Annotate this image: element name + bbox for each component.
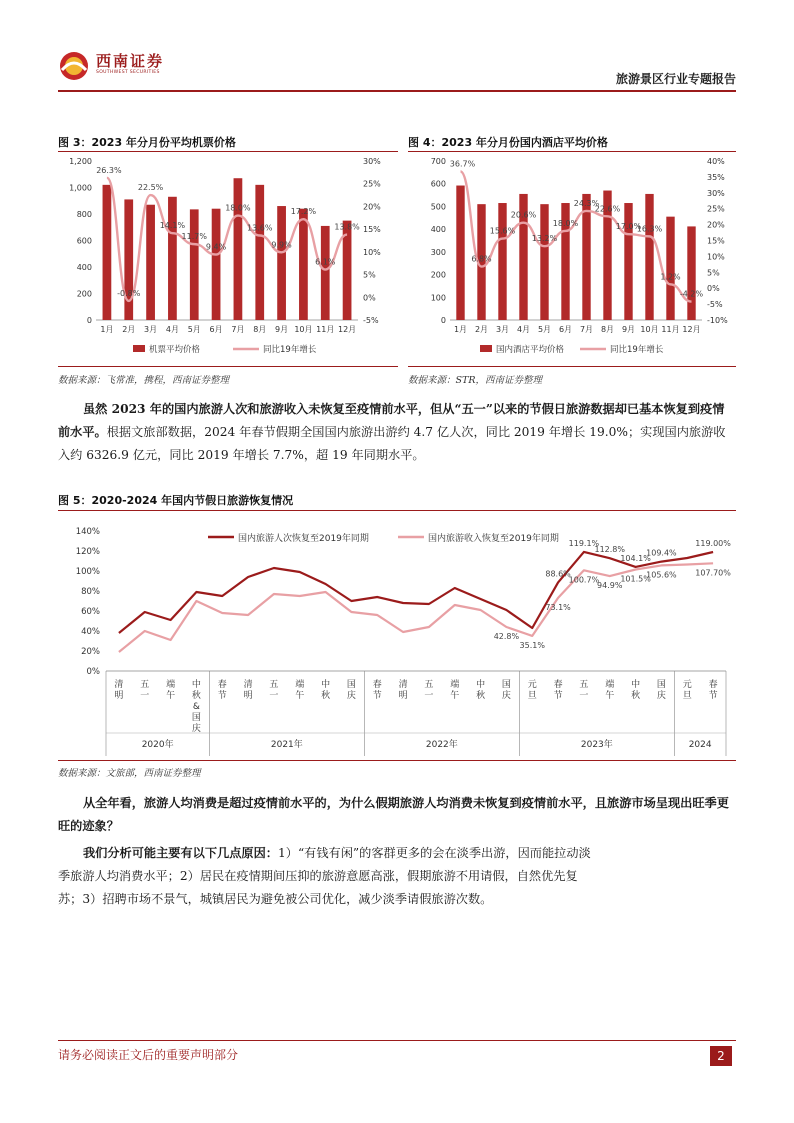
fig5-xtick-char: 中 — [321, 680, 331, 690]
fig3-ytick: 400 — [76, 263, 92, 272]
fig3-data-label: 22.5% — [137, 183, 164, 193]
fig5-ytick: 100% — [75, 567, 100, 577]
fig3-data-label: 13.6% — [247, 223, 273, 233]
fig4-title: 图 4：2023 年分月份国内酒店平均价格 — [408, 136, 608, 149]
fig5-data-label: 112.8% — [594, 545, 626, 555]
fig5-xtick-char: 明 — [114, 691, 124, 701]
fig5-xtick-char: 清 — [398, 680, 408, 690]
paragraph-2 — [58, 792, 736, 838]
fig4-y2tick: 40% — [707, 157, 725, 166]
fig4-bar — [456, 186, 464, 320]
paragraph-3-body: 1）“有钱有闲”的客群更多的会在淡季出游，因而能拉动淡季旅游人均消费水平；2）居民在疫情期间压抑的旅游意愿高涨，假期旅游不用请假，自然优先复苏；3）招聘市场不景气，城镇居民为避免被公司优化，减少淡季请假旅游次数。 — [58, 846, 591, 906]
fig5-ytick: 120% — [75, 547, 100, 557]
fig3-y2tick: 20% — [363, 202, 381, 212]
fig4-xtick: 10月 — [640, 325, 659, 334]
fig5-year-label: 2024 — [688, 740, 712, 750]
fig5-year-label: 2021年 — [270, 740, 303, 750]
fig4-xtick: 3月 — [495, 325, 510, 334]
fig3-bar — [146, 205, 155, 320]
fig5-xtick-char: & — [192, 702, 200, 712]
fig5-xtick-char: 春 — [217, 680, 227, 690]
fig5-xtick-char: 节 — [217, 691, 227, 701]
fig3-chart — [58, 152, 398, 364]
fig4-ytick: 100 — [430, 293, 446, 303]
fig4-data-label: 17.0% — [615, 222, 642, 232]
fig5-xtick-char: 秋 — [476, 691, 486, 701]
fig5-xtick-char: 庆 — [656, 691, 666, 701]
fig3-bar — [168, 197, 177, 320]
fig5-xtick-char: 午 — [166, 691, 176, 701]
fig5-data-label: 42.8% — [493, 632, 520, 641]
header-divider — [58, 90, 736, 92]
fig4-data-label: 22.6% — [594, 204, 621, 214]
fig4-xtick: 7月 — [579, 325, 594, 334]
fig3-y2tick: 15% — [363, 225, 381, 235]
fig4-legend-bar-swatch — [480, 345, 492, 352]
fig4-data-label: 16.3% — [636, 224, 663, 234]
fig5-ytick: 140% — [75, 527, 100, 537]
paragraph-1-lead: 虽然 2023 年的国内旅游人次和旅游收入未恢复至疫情前水平，但从“五一”以来的节假日旅游数据却已基本恢复到疫情前水平。 — [58, 402, 725, 439]
fig5-data-label: 100.7% — [568, 575, 600, 585]
logo-emblem-icon — [58, 50, 92, 82]
fig5-xtick-char: 一 — [579, 691, 589, 701]
fig3-y2tick: -5% — [363, 316, 379, 325]
fig4-data-label: 6.8% — [471, 254, 492, 264]
fig3-xtick: 1月 — [100, 325, 114, 334]
fig4-chart — [408, 152, 736, 364]
fig5-ytick: 60% — [81, 607, 100, 617]
fig4-xtick: 4月 — [516, 325, 531, 334]
fig5-xtick-char: 一 — [269, 691, 279, 701]
fig4-xtick: 1月 — [453, 325, 468, 334]
fig5-year-label: 2022年 — [425, 740, 458, 750]
fig5-bottom-rule — [58, 760, 736, 761]
fig4-data-label: 15.6% — [489, 226, 516, 236]
fig3-xtick: 10月 — [294, 325, 313, 334]
fig5-data-label: 88.6% — [545, 569, 571, 579]
fig5-data-label: 73.1% — [545, 602, 571, 612]
fig3-xtick: 7月 — [231, 325, 245, 334]
fig5-data-label: 101.5% — [620, 574, 651, 584]
footer-disclaimer: 请务必阅读正文后的重要声明部分 — [58, 1048, 239, 1062]
fig5-xtick-char: 明 — [243, 691, 253, 701]
fig4-y2tick: 0% — [707, 284, 720, 294]
paragraph-2-lead: 从全年看，旅游人均消费是超过疫情前水平的，为什么假期旅游人均消费未恢复到疫情前水平，且旅游市场呈现出旺季更旺的迹象？ — [58, 796, 729, 833]
fig5-source: 数据来源：文旅部，西南证券整理 — [58, 768, 201, 779]
logo-text: 西南证券 — [96, 52, 165, 70]
fig5-xtick-char: 清 — [243, 680, 253, 690]
fig5-xtick-char: 秋 — [631, 691, 641, 701]
fig3-source: 数据来源：飞常准，携程，西南证券整理 — [58, 375, 230, 386]
fig3-data-label: -0.8% — [117, 288, 141, 298]
fig3-y2tick: 30% — [363, 157, 381, 166]
fig3-legend-line-label: 同比19年增长 — [263, 345, 317, 355]
fig5-xtick-char: 端 — [295, 680, 305, 690]
fig5-data-label: 119.1% — [568, 538, 600, 548]
fig4-y2tick: 15% — [707, 236, 725, 246]
fig3-y2tick: 5% — [363, 270, 376, 280]
fig5-xtick-char: 端 — [605, 680, 615, 690]
fig4-ytick: 400 — [430, 225, 446, 235]
fig4-data-label: 13.2% — [531, 234, 558, 244]
fig5-xtick-char: 旦 — [527, 691, 537, 701]
fig4-bottom-rule — [408, 366, 736, 367]
fig4-bar — [540, 204, 548, 320]
fig5-xtick-char: 庆 — [501, 691, 511, 701]
fig3-xtick: 5月 — [187, 325, 201, 334]
footer-divider — [58, 1040, 736, 1041]
fig5-xtick-char: 中 — [191, 680, 201, 690]
fig5-xtick-char: 五 — [140, 680, 150, 690]
fig5-data-label: 94.9% — [597, 581, 623, 591]
paragraph-1-body: 根据文旅部数据，2024 年春节假期全国国内旅游出游约 4.7 亿人次，同比 2019 年增长 19.0%；实现国内旅游收入约 6326.9 亿元，同比 2019 年增长 7.7%，超 19 年同期水平。 — [58, 425, 726, 462]
fig3-bar — [103, 185, 112, 320]
fig5-year-label: 2023年 — [580, 740, 613, 750]
fig5-legend-s1-label: 国内旅游人次恢复至2019年同期 — [238, 534, 369, 544]
fig4-y2tick: 5% — [707, 268, 720, 278]
fig5-xtick-char: 五 — [424, 680, 434, 690]
fig3-ytick: 0 — [86, 316, 92, 325]
fig3-y2tick: 10% — [363, 247, 381, 257]
fig4-xtick: 8月 — [600, 325, 615, 334]
logo-subtext: SOUTHWEST SECURITIES — [96, 70, 160, 75]
fig5-xtick-char: 清 — [114, 680, 124, 690]
fig5-xtick-char: 元 — [527, 680, 537, 690]
fig3-xtick: 11月 — [316, 325, 335, 334]
fig3-y2tick: 0% — [363, 293, 376, 303]
fig5-xtick-char: 端 — [450, 680, 460, 690]
fig3-data-label: 18.0% — [225, 203, 251, 213]
fig5-xtick-char: 五 — [269, 680, 279, 690]
fig4-xtick: 9月 — [621, 325, 636, 334]
fig5-xtick-char: 秋 — [191, 691, 201, 701]
fig5-xtick-char: 一 — [424, 691, 434, 701]
fig5-xtick-char: 国 — [656, 680, 666, 690]
fig5-series-line — [119, 552, 713, 633]
fig3-y2tick: 25% — [363, 179, 381, 189]
fig4-ytick: 200 — [430, 270, 446, 280]
fig3-growth-line — [107, 178, 347, 301]
fig4-data-label: 1.2% — [660, 272, 681, 282]
fig5-chart — [58, 511, 736, 759]
fig4-y2tick: 20% — [707, 220, 725, 230]
fig3-xtick: 2月 — [122, 325, 136, 334]
fig5-data-label: 105.6% — [646, 570, 677, 580]
fig3-data-label: 13.8% — [334, 222, 360, 232]
fig3-ytick: 1,200 — [69, 157, 92, 166]
fig3-bar — [255, 185, 264, 320]
fig5-xtick-char: 节 — [372, 691, 382, 701]
fig3-bar — [299, 209, 308, 320]
fig5-data-label: 104.1% — [620, 553, 651, 563]
fig5-xtick-char: 节 — [553, 691, 563, 701]
fig3-xtick: 8月 — [253, 325, 267, 334]
fig3-bar — [212, 209, 221, 320]
fig4-y2tick: -5% — [707, 300, 723, 310]
fig5-xtick-char: 庆 — [346, 691, 356, 701]
fig3-title: 图 3：2023 年分月份平均机票价格 — [58, 136, 236, 149]
fig3-xtick: 6月 — [209, 325, 223, 334]
fig3-data-label: 14.1% — [159, 221, 186, 231]
fig3-bar — [277, 206, 286, 320]
fig4-ytick: 300 — [430, 247, 446, 257]
fig3-bar — [234, 178, 243, 320]
fig5-title: 图 5：2020-2024 年国内节假日旅游恢复情况 — [58, 494, 294, 507]
fig5-ytick: 20% — [81, 647, 100, 657]
page-number: 2 — [710, 1046, 732, 1066]
fig5-xtick-char: 春 — [553, 680, 563, 690]
fig3-xtick: 9月 — [275, 325, 289, 334]
fig4-y2tick: 10% — [707, 252, 725, 262]
fig5-ytick: 80% — [81, 587, 100, 597]
fig3-ytick: 600 — [76, 236, 92, 246]
fig4-ytick: 0 — [440, 316, 446, 325]
fig4-xtick: 12月 — [682, 325, 701, 334]
fig5-xtick-char: 庆 — [191, 724, 201, 734]
fig5-xtick-char: 国 — [501, 680, 511, 690]
fig5-data-label: 107.70% — [695, 568, 731, 578]
fig3-legend-bar-swatch — [133, 345, 145, 352]
fig5-xtick-char: 五 — [579, 680, 589, 690]
fig3-legend-bar-label: 机票平均价格 — [149, 345, 201, 355]
fig3-data-label: 9.9% — [271, 240, 292, 250]
report-title: 旅游景区行业专题报告 — [615, 72, 736, 86]
fig4-bar — [687, 226, 695, 320]
fig3-ytick: 1,000 — [69, 183, 92, 193]
fig5-xtick-char: 午 — [295, 691, 305, 701]
fig5-xtick-char: 元 — [682, 680, 692, 690]
fig4-bar — [645, 194, 653, 320]
fig5-data-label: 119.00% — [695, 539, 731, 548]
fig5-data-label: 109.4% — [646, 548, 677, 558]
fig5-xtick-char: 旦 — [682, 691, 692, 701]
fig3-bar — [321, 226, 330, 320]
fig5-xtick-char: 一 — [140, 691, 150, 701]
fig5-xtick-char: 中 — [631, 680, 641, 690]
fig3-xtick: 3月 — [144, 325, 158, 334]
fig4-bar — [624, 203, 632, 320]
fig4-data-label: -4.2% — [679, 289, 704, 299]
fig4-data-label: 20.6% — [510, 210, 537, 220]
fig5-xtick-char: 午 — [605, 691, 615, 701]
fig4-xtick: 2月 — [474, 325, 489, 334]
paragraph-3-lead: 我们分析可能主要有以下几点原因： — [83, 846, 278, 860]
fig4-y2tick: 25% — [707, 204, 725, 214]
fig4-ytick: 500 — [430, 202, 446, 212]
fig4-xtick: 11月 — [661, 325, 680, 334]
fig5-xtick-char: 国 — [346, 680, 356, 690]
fig5-legend-s2-label: 国内旅游收入恢复至2019年同期 — [428, 534, 559, 544]
fig5-xtick-char: 端 — [166, 680, 176, 690]
fig4-data-label: 18.0% — [552, 218, 579, 228]
fig3-bar — [190, 209, 199, 320]
fig4-y2tick: -10% — [707, 316, 728, 325]
fig5-xtick-char: 秋 — [321, 691, 331, 701]
fig3-data-label: 26.3% — [96, 165, 122, 175]
fig4-source: 数据来源：STR，西南证券整理 — [408, 375, 542, 386]
fig3-data-label: 9.4% — [205, 242, 227, 252]
fig4-growth-line — [461, 171, 692, 301]
fig4-legend-bar-label: 国内酒店平均价格 — [496, 345, 565, 355]
fig3-xtick: 4月 — [165, 325, 179, 334]
fig5-xtick-char: 明 — [398, 691, 408, 701]
fig4-data-label: 36.7% — [449, 159, 476, 169]
fig4-legend-line-label: 同比19年增长 — [610, 345, 664, 355]
fig5-xtick-char: 春 — [708, 680, 718, 690]
fig5-xtick-char: 春 — [372, 680, 382, 690]
fig5-xtick-char: 节 — [708, 691, 718, 701]
paragraph-1 — [58, 398, 736, 467]
fig3-data-label: 17.2% — [290, 207, 317, 217]
fig5-data-label: 35.1% — [519, 640, 545, 650]
fig3-bottom-rule — [58, 366, 398, 367]
paragraph-3 — [58, 842, 598, 911]
fig4-y2tick: 30% — [707, 188, 725, 198]
fig4-bar — [666, 217, 674, 320]
fig4-xtick: 5月 — [537, 325, 552, 334]
fig5-xtick-char: 午 — [450, 691, 460, 701]
fig5-ytick: 0% — [86, 667, 100, 677]
fig5-ytick: 40% — [81, 627, 100, 637]
fig5-xtick-char: 国 — [191, 713, 201, 723]
fig3-ytick: 200 — [76, 289, 92, 299]
fig4-y2tick: 35% — [707, 172, 725, 182]
fig3-data-label: 6.1% — [315, 257, 336, 267]
fig5-year-label: 2020年 — [141, 740, 174, 750]
fig4-bar — [498, 203, 506, 320]
fig3-xtick: 12月 — [337, 325, 357, 334]
fig3-data-label: 11.7% — [181, 232, 207, 242]
fig4-xtick: 6月 — [558, 325, 573, 334]
fig5-xtick-char: 中 — [476, 680, 486, 690]
fig3-ytick: 800 — [76, 210, 92, 219]
fig4-ytick: 700 — [430, 157, 446, 166]
fig4-data-label: 24.3% — [573, 198, 600, 208]
fig4-ytick: 600 — [430, 179, 446, 189]
